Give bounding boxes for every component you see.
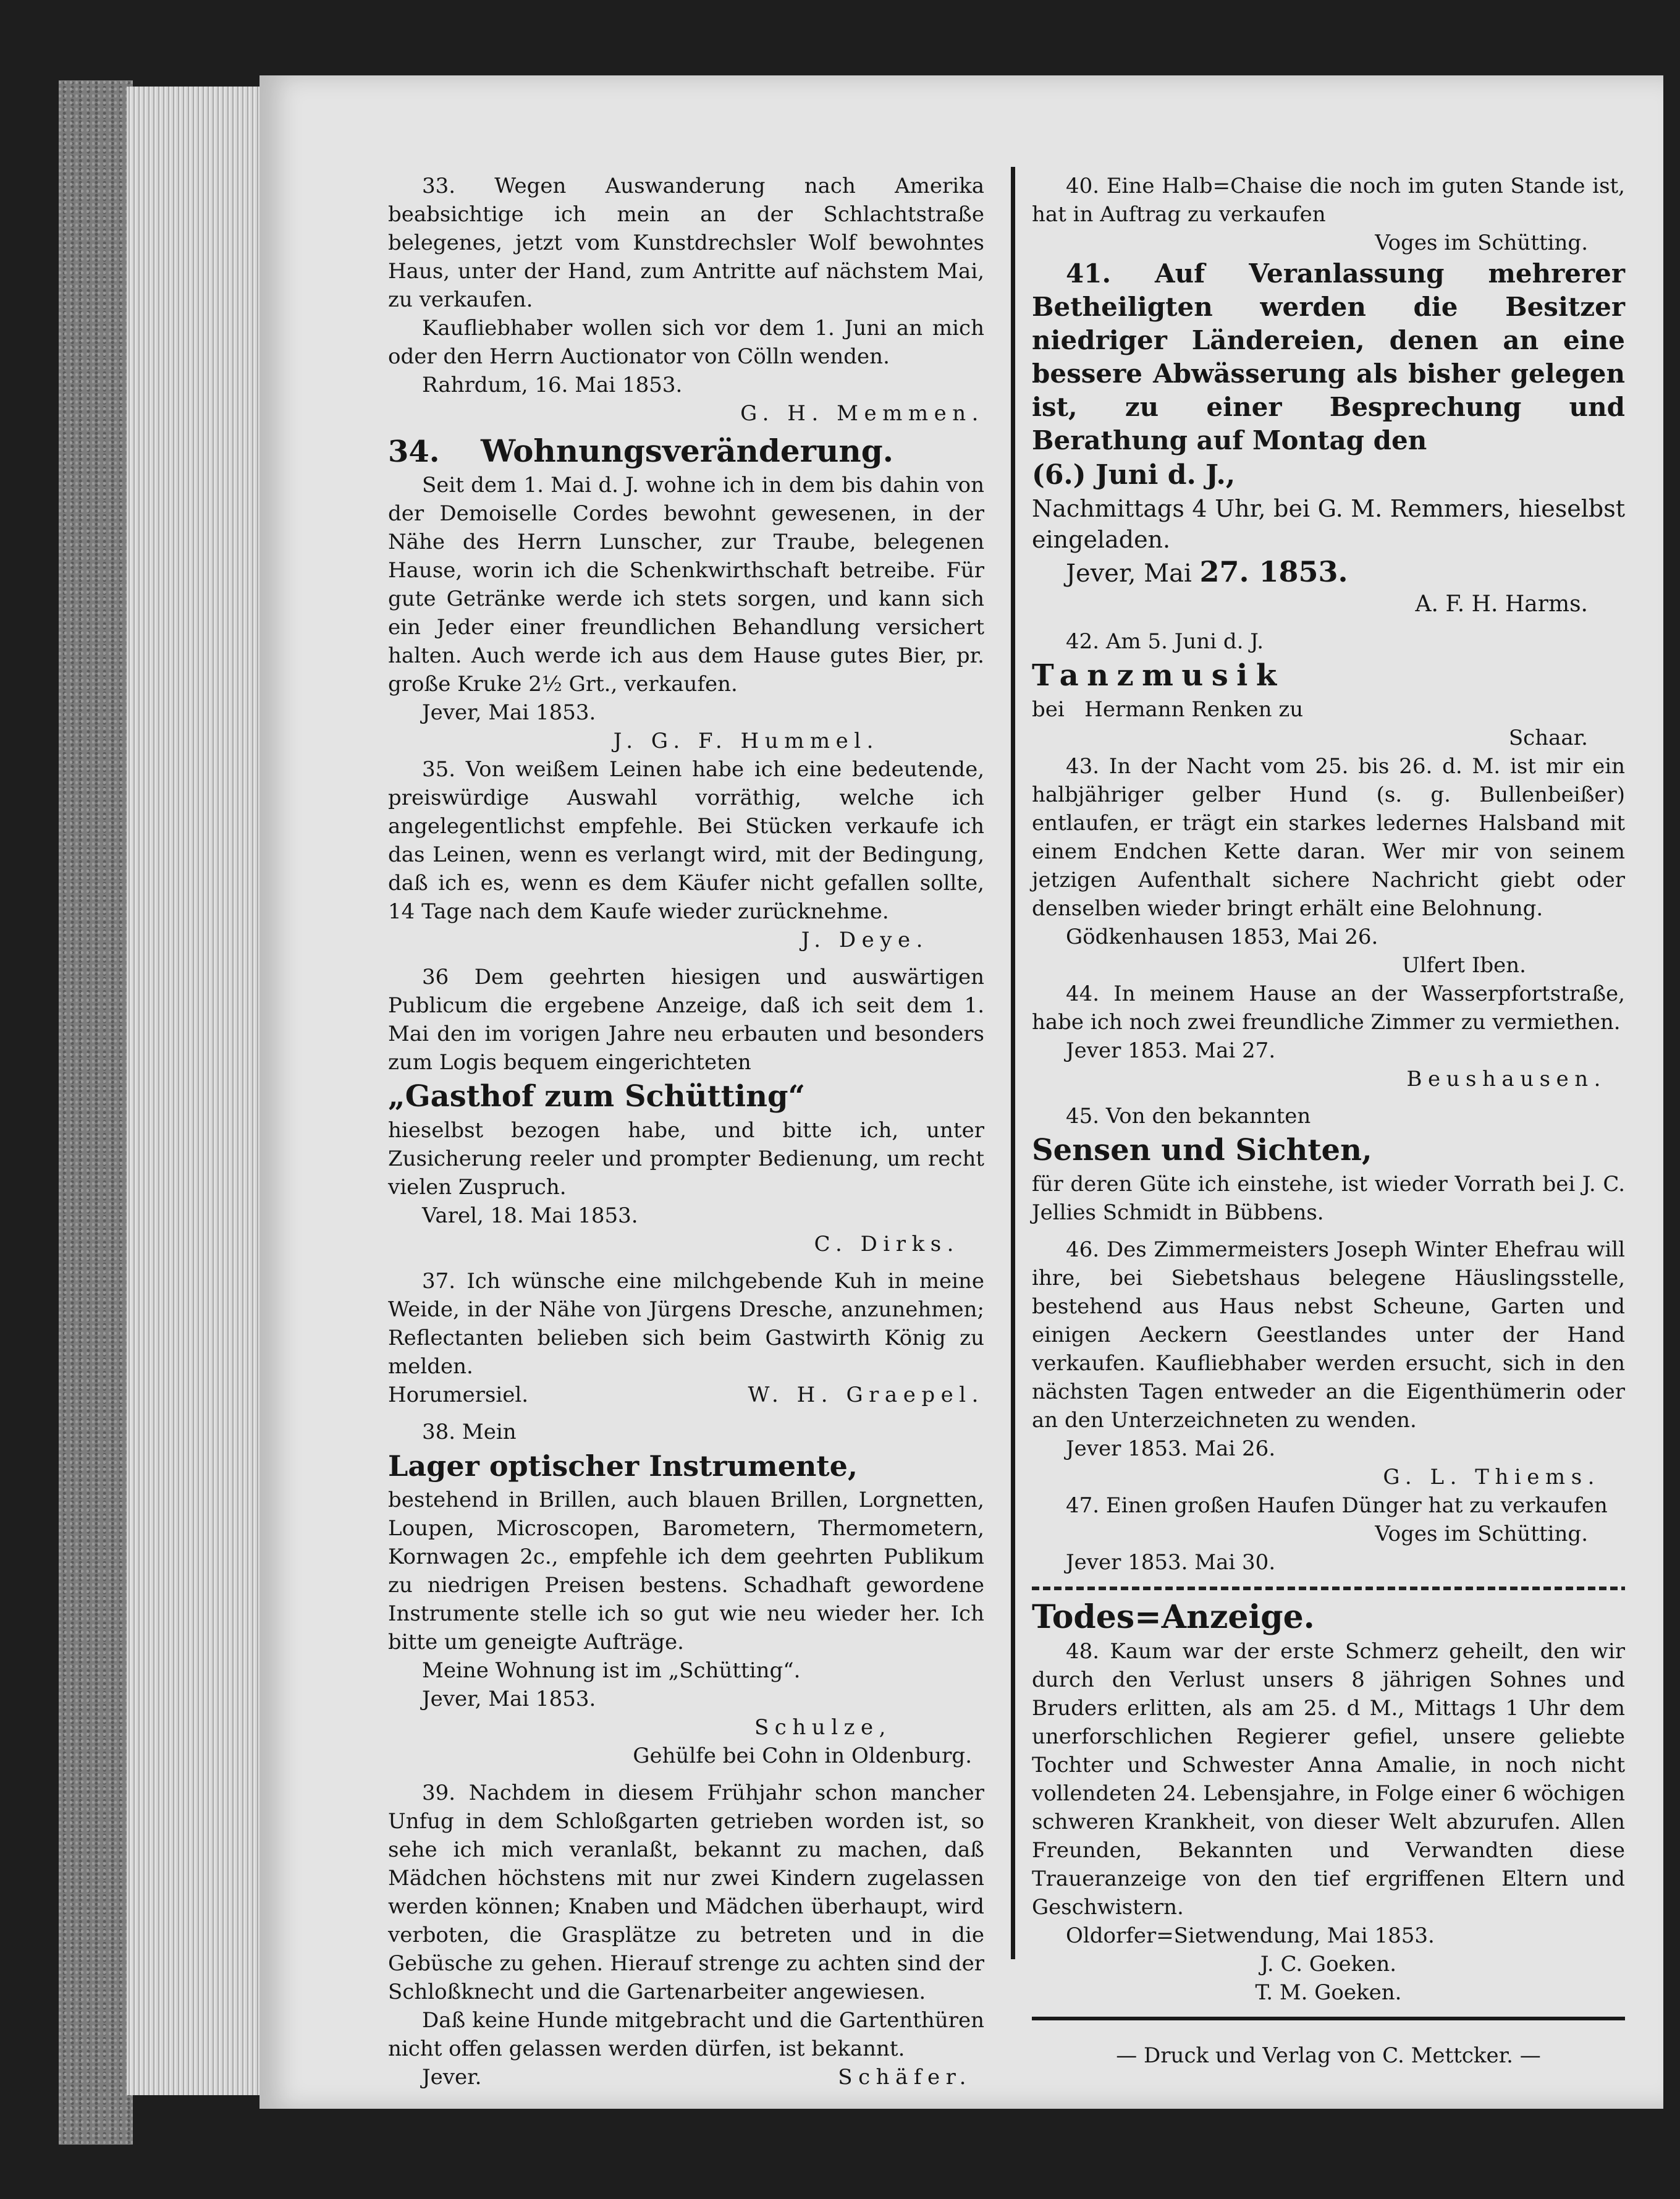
ad-33-note: Kaufliebhaber wollen sich vor dem 1. Juni an mich oder den Herrn Auctionator von Cölln wenden.: [388, 316, 984, 369]
ad-38-heading: Lager optischer Instrumente,: [388, 1449, 858, 1483]
ad-42-heading: Tanzmusik: [1032, 658, 1285, 693]
ad-42-line: bei Hermann Renken zu: [1032, 697, 1304, 722]
obituary-date: Oldorfer=Sietwendung, Mai 1853.: [1066, 1923, 1435, 1948]
ad-34: [388, 431, 984, 755]
obituary-heading: Todes=Anzeige.: [1032, 1598, 1315, 1636]
ad-43: [1032, 752, 1625, 980]
ad-46: [1032, 1235, 1625, 1491]
ad-39-signature: Schäfer.: [838, 2065, 972, 2090]
ad-33-date: Rahrdum, 16. Mai 1853.: [422, 373, 683, 397]
ad-37-signature: W. H. Graepel.: [748, 1383, 984, 1407]
book-cover-board: [59, 80, 133, 2145]
obituary-signature-1: J. C. Goeken.: [1260, 1952, 1397, 1977]
ad-45-heading: Sensen und Sichten,: [1032, 1133, 1372, 1167]
ad-34-body: Seit dem 1. Mai d. J. wohne ich in dem bis dahin von der Demoiselle Cordes bewohnt gewesenen, in der Nähe des Herrn Lunscher, zur Traube, belegenen Hause, worin ich die Schenkwirthschaft betreibe. Für gute Getränke werde ich stets sorgen, und kann sich ein Jeder einer freundlichen Behandlung versichert halten. Auch werde ich aus dem Hause gutes Bier, pr. große Kruke 2½ Grt., verkaufen.: [388, 473, 984, 697]
ad-38-date: Jever, Mai 1853.: [422, 1687, 596, 1711]
ad-36-heading: „Gasthof zum Schütting“: [388, 1079, 806, 1114]
ad-38-body: bestehend in Brillen, auch blauen Brillen, Lorgnetten, Loupen, Microscopen, Barometern, Thermometern, Kornwagen 2c., empfehle ich dem geehrten Publikum zu niedrigen Preisen bestens. Schadhaft gewordene Instrumente stelle ich so gut wie neu wieder her. Ich bitte um geneigte Aufträge.: [388, 1488, 984, 1655]
obituary-body: 48. Kaum war der erste Schmerz geheilt, den wir durch den Verlust unsers 8 jährigen Sohnes und Bruders erlitten, als am 25. d M., Mittags 1 Uhr dem unerforschlichen Regierer gefiel, unsere geliebte Tochter und Schwester Anna Amalie, in noch nicht vollendeten 24. Lebensjahre, in Folge einer 6 wöchigen schweren Krankheit, von dieser Welt abzurufen. Allen Freunden, Bekannten und Verwandten diese Traueranzeige von den tief ergriffenen Eltern und Geschwistern.: [1032, 1639, 1625, 1920]
ad-46-signature: G. L. Thiems.: [1383, 1465, 1600, 1489]
ad-39-place: Jever.: [422, 2065, 482, 2090]
obituary-signature-2: T. M. Goeken.: [1255, 1980, 1402, 2005]
ad-36-body2: hieselbst bezogen habe, und bitte ich, unter Zusicherung reeler und prompter Bedienung, um recht vielen Zuspruch.: [388, 1118, 984, 1200]
ad-46-date: Jever 1853. Mai 26.: [1066, 1436, 1276, 1461]
ad-41-body: 41. Auf Veranlassung mehrerer Betheiligten werden die Besitzer niedriger Ländereien, denen an eine bessere Abwässerung als bisher gelegen ist, zu einer Besprechung und Berathung auf Montag den: [1032, 258, 1625, 455]
ad-47: [1032, 1491, 1625, 1577]
ad-44-body: 44. In meinem Hause an der Wasserpfortstraße, habe ich noch zwei freundliche Zimmer zu vermiethen.: [1032, 981, 1625, 1035]
ad-40-signature: Voges im Schütting.: [1375, 231, 1588, 255]
ad-44-signature: Beushausen.: [1406, 1067, 1606, 1091]
ad-35: [388, 755, 984, 954]
right-column: [1032, 172, 1625, 2091]
ad-45-intro: 45. Von den bekannten: [1066, 1104, 1311, 1129]
ad-33: [388, 172, 984, 428]
ad-43-body: 43. In der Nacht vom 25. bis 26. d. M. ist mir ein halbjähriger gelber Hund (s. g. Bullenbeißer) entlaufen, er trägt ein starkes ledernes Halsband mit einem Endchen Kette daran. Wer mir von seinem jetzigen Aufenthalt sichere Nachricht giebt oder denselben wieder bringt erhält eine Belohnung.: [1032, 754, 1625, 921]
ad-40: [1032, 172, 1625, 257]
ad-46-body: 46. Des Zimmermeisters Joseph Winter Ehefrau will ihre, bei Siebetshaus belegene Häuslingsstelle, bestehend aus Haus nebst Scheune, Garten und einigen Aeckern Geestlandes unter der Hand verkaufen. Kaufliebhaber werden ersucht, sich in den nächsten Tagen entweder an die Eigenthümerin oder an den Unterzeichneten zu wenden.: [1032, 1237, 1625, 1433]
ad-33-body: 33. Wegen Auswanderung nach Amerika beabsichtige ich mein an der Schlachtstraße belegenes, jetzt vom Kunstdrechsler Wolf bewohntes Haus, unter der Hand, zum Antritte auf nächstem Mai, zu verkaufen.: [388, 174, 984, 312]
ad-35-body: 35. Von weißem Leinen habe ich eine bedeutende, preiswürdige Auswahl vorräthig, welche ich angelegentlichst empfehle. Bei Stücken verkaufe ich das Leinen, wenn es verlangt wird, mit der Bedingung, daß ich es, wenn es dem Käufer nicht gefallen sollte, 14 Tage nach dem Kaufe wieder zurücknehme.: [388, 757, 984, 924]
ad-39-note: Daß keine Hunde mitgebracht und die Gartenthüren nicht offen gelassen werden dürfen, ist bekannt.: [388, 2008, 984, 2061]
left-column: [388, 172, 984, 2091]
imprint: — Druck und Verlag von C. Mettcker. —: [1116, 2043, 1541, 2068]
ad-39-body: 39. Nachdem in diesem Frühjahr schon mancher Unfug in dem Schloßgarten getrieben worden ist, so sehe ich mich veranlaßt, bekannt zu machen, daß Mädchen höchstens mit nur zwei Kindern zugelassen werden können; Knaben und Mädchen überhaupt, wird verboten, die Grasplätze zu betreten und in die Gebüsche zu gehen. Hierauf strenge zu achten sind der Schloßknecht und die Gartenarbeiter angewiesen.: [388, 1781, 984, 2004]
ad-47-body: 47. Einen großen Haufen Dünger hat zu verkaufen: [1066, 1493, 1608, 1518]
ad-42-intro: 42. Am 5. Juni d. J.: [1066, 629, 1264, 654]
ad-39: [388, 1779, 984, 2091]
ad-36-date: Varel, 18. Mai 1853.: [422, 1203, 638, 1228]
ad-34-heading: Wohnungsveränderung.: [481, 433, 894, 469]
ad-41-body2: Nachmittags 4 Uhr, bei G. M. Remmers, hieselbst eingeladen.: [1032, 495, 1625, 553]
ad-36: [388, 963, 984, 1258]
ad-45-body: für deren Güte ich einstehe, ist wieder Vorrath bei J. C. Jellies Schmidt in Bübbens.: [1032, 1172, 1625, 1225]
ad-41-heading: (6.) Juni d. J.,: [1032, 459, 1236, 491]
ad-36-body: 36 Dem geehrten hiesigen und auswärtigen Publicum die ergebene Anzeige, daß ich seit dem 1. Mai den im vorigen Jahre neu erbauten und besonders zum Logis bequem eingerichteten: [388, 965, 984, 1075]
ad-38: [388, 1418, 984, 1770]
ad-35-signature: J. Deye.: [801, 928, 929, 952]
ad-37-place: Horumersiel.: [388, 1383, 529, 1407]
ad-36-signature: C. Dirks.: [814, 1232, 960, 1256]
ad-38-intro: 38. Mein: [422, 1420, 517, 1444]
ad-40-body: 40. Eine Halb=Chaise die noch im guten Stande ist, hat in Auftrag zu verkaufen: [1032, 174, 1625, 227]
imprint-rule: [1032, 2017, 1625, 2020]
section-rule: [1032, 1587, 1625, 1590]
ad-41-signature: A. F. H. Harms.: [1415, 591, 1588, 617]
ad-34-number: 34.: [388, 434, 440, 469]
ad-37: [388, 1267, 984, 1409]
ad-33-signature: G. H. Memmen.: [740, 401, 984, 426]
ad-34-date: Jever, Mai 1853.: [422, 700, 596, 725]
ad-38-signature: Schulze,: [754, 1715, 892, 1740]
ad-45: [1032, 1102, 1625, 1227]
ad-43-signature: Ulfert Iben.: [1402, 953, 1526, 978]
ad-44: [1032, 980, 1625, 1093]
ad-37-body: 37. Ich wünsche eine milchgebende Kuh in meine Weide, in der Nähe von Jürgens Dresche, anzunehmen; Reflectanten belieben sich beim Gastwirth König zu melden.: [388, 1269, 984, 1379]
ad-42: [1032, 627, 1625, 752]
ad-44-date: Jever 1853. Mai 27.: [1066, 1038, 1276, 1063]
column-divider: [1011, 167, 1015, 1959]
ad-38-note: Meine Wohnung ist im „Schütting“.: [422, 1658, 801, 1683]
ad-47-date: Jever 1853. Mai 30.: [1066, 1550, 1276, 1575]
ad-41: [1032, 257, 1625, 619]
obituary: [1032, 1598, 1625, 2007]
ad-41-date-bold: 27. 1853.: [1199, 555, 1348, 588]
ad-43-date: Gödkenhausen 1853, Mai 26.: [1066, 925, 1378, 949]
ad-38-signature2: Gehülfe bei Cohn in Oldenburg.: [633, 1744, 972, 1768]
ad-42-place: Schaar.: [1508, 726, 1588, 750]
ad-34-signature: J. G. F. Hummel.: [613, 729, 879, 753]
ad-41-date-prefix: Jever, Mai: [1066, 559, 1192, 588]
ad-47-signature: Voges im Schütting.: [1375, 1522, 1588, 1546]
